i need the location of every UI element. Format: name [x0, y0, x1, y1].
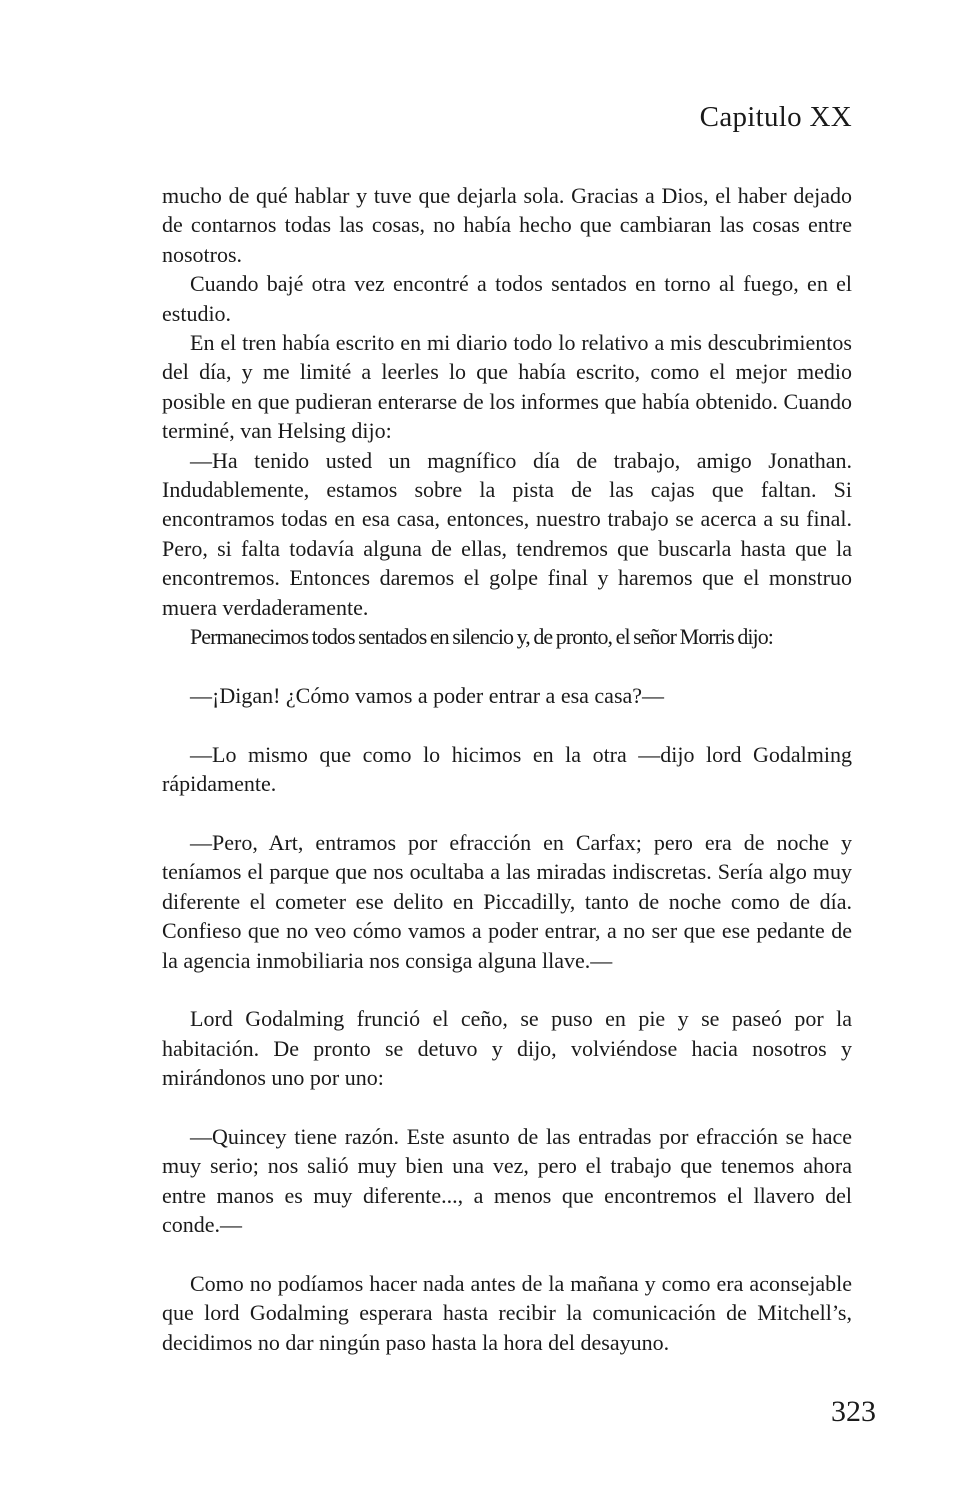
chapter-header: Capitulo XX: [699, 101, 852, 133]
paragraph: —Pero, Art, entramos por efracción en Carfax; pero era de noche y teníamos el parque que nos ocultaba a las miradas indiscretas. Sería algo muy diferente el cometer ese delito en Piccadilly, tanto de noche como de día. Confieso que no veo cómo vamos a poder entrar, a no ser que ese pedante de la agencia inmobiliaria nos consiga alguna llave.—: [162, 829, 852, 973]
paragraph: —Ha tenido usted un magnífico día de trabajo, amigo Jonathan. Indudablemente, estamos sobre la pista de las cajas que faltan. Si encontramos todas en esa casa, entonces, nuestro trabajo se acerca a su final. Pero, si falta todavía alguna de ellas, tendremos que buscarla hasta que la encontremos. Entonces daremos el golpe final y haremos que el monstruo muera verdaderamente.: [162, 447, 852, 620]
paragraph: —Lo mismo que como lo hicimos en la otra —dijo lord Godalming rápidamente.: [162, 741, 852, 797]
paragraph: En el tren había escrito en mi diario todo lo relativo a mis descubrimientos del día, y me limité a leerles lo que había escrito, como el mejor medio posible en que pudieran enterarse de los informes que había obtenido. Cuando terminé, van Helsing dijo:: [162, 330, 852, 444]
paragraph: Cuando bajé otra vez encontré a todos sentados en torno al fuego, en el estudio.: [162, 271, 852, 326]
paragraph: Permanecimos todos sentados en silencio y, de pronto, el señor Morris dijo:: [190, 624, 773, 650]
paragraph: —Quincey tiene razón. Este asunto de las entradas por efracción se hace muy serio; nos salió muy bien una vez, pero el trabajo que tenemos ahora entre manos es muy diferente..., a menos que encontremos el llavero del conde.—: [162, 1123, 852, 1238]
page-number: 323: [831, 1395, 876, 1428]
paragraph: Como no podíamos hacer nada antes de la mañana y como era aconsejable que lord Godalming esperara hasta recibir la comunicación de Mitchell’s, decidimos no dar ningún paso hasta la hora del desayuno.: [162, 1270, 852, 1355]
paragraph: —¡Digan! ¿Cómo vamos a poder entrar a esa casa?—: [190, 682, 665, 708]
paragraph: Lord Godalming frunció el ceño, se puso en pie y se paseó por la habitación. De pronto se detuvo y dijo, volviéndose hacia nosotros y mirándonos uno por uno:: [162, 1006, 852, 1091]
body-text: [162, 181, 852, 1357]
paragraph: mucho de qué hablar y tuve que dejarla sola. Gracias a Dios, el haber dejado de contarnos todas las cosas, no había hecho que cambiaran las cosas entre nosotros.: [162, 183, 852, 267]
